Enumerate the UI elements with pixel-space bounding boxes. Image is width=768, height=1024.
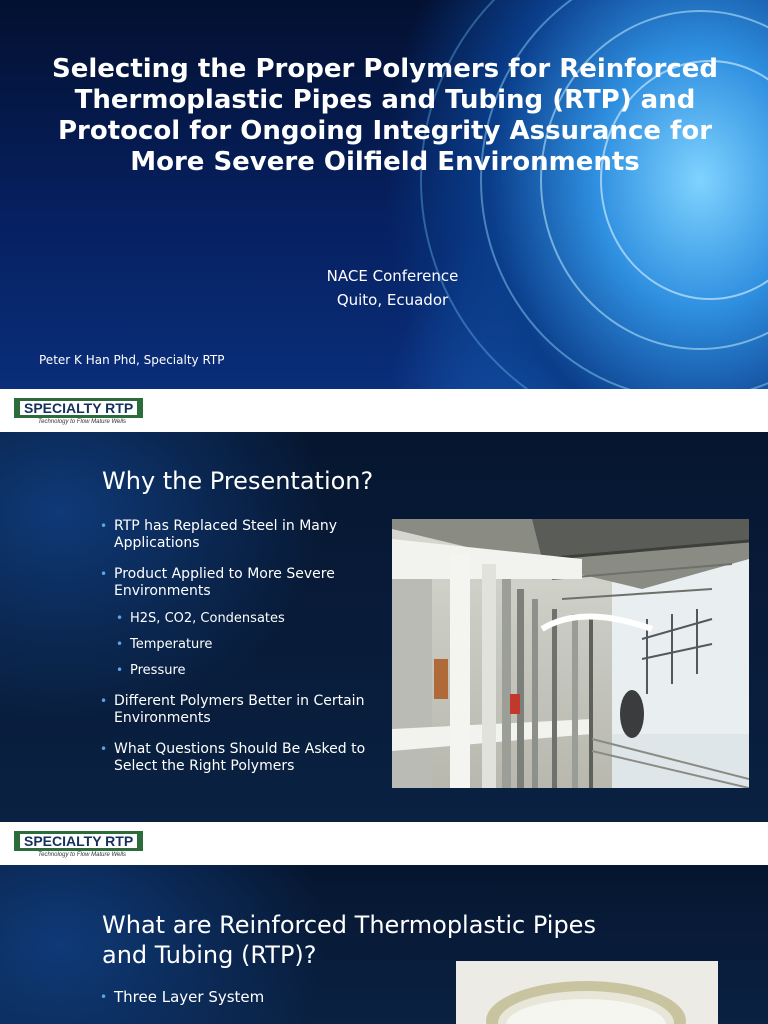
presentation-title: Selecting the Proper Polymers for Reinforced Thermoplastic Pipes and Tubing (RTP) and Protocol for Ongoing Integrity Assurance for More Severe Oilfield Environments <box>52 54 718 177</box>
bullet-item: • What Questions Should Be Asked to Select the Right Polymers <box>100 741 380 775</box>
offshore-platform-photo <box>392 519 749 788</box>
author-line: Peter K Han Phd, Specialty RTP <box>39 353 225 367</box>
bullet-item: • Three Layer System <box>100 989 380 1006</box>
conference-info <box>250 264 535 312</box>
sub-bullet-item: • Pressure <box>116 662 380 679</box>
slide-title-line: What are Reinforced Thermoplastic Pipes <box>102 911 596 939</box>
conference-name: NACE Conference <box>326 267 459 285</box>
rtp-pipe-photo <box>456 961 718 1024</box>
title-slide <box>0 0 768 389</box>
slide-footer-band <box>0 822 768 865</box>
bullet-item: • RTP has Replaced Steel in Many Applications <box>100 518 380 552</box>
logo-wordmark: SPECIALTY RTP <box>14 398 143 418</box>
specialty-rtp-logo <box>14 398 143 425</box>
sub-bullet-item: • H2S, CO2, Condensates <box>116 610 380 627</box>
bullet-item: • Product Applied to More Severe Environments <box>100 566 380 600</box>
logo-wordmark: SPECIALTY RTP <box>14 831 143 851</box>
logo-tagline: Technology to Flow Mature Wells <box>38 419 127 425</box>
slide-footer-band <box>0 389 768 432</box>
pipe-illustration <box>456 961 718 1024</box>
bullet-list <box>100 518 380 789</box>
slide-title: Why the Presentation? <box>102 467 374 495</box>
why-presentation-slide <box>0 432 768 822</box>
sub-bullet-item: • Temperature <box>116 636 380 653</box>
bullet-list <box>100 989 380 1020</box>
platform-illustration <box>392 519 749 788</box>
specialty-rtp-logo <box>14 831 143 858</box>
what-is-rtp-slide <box>0 865 768 1024</box>
slide-title-line: and Tubing (RTP)? <box>102 941 317 969</box>
logo-tagline: Technology to Flow Mature Wells <box>38 852 127 858</box>
conference-location: Quito, Ecuador <box>336 291 449 309</box>
bullet-item: • Different Polymers Better in Certain Environments <box>100 693 380 727</box>
